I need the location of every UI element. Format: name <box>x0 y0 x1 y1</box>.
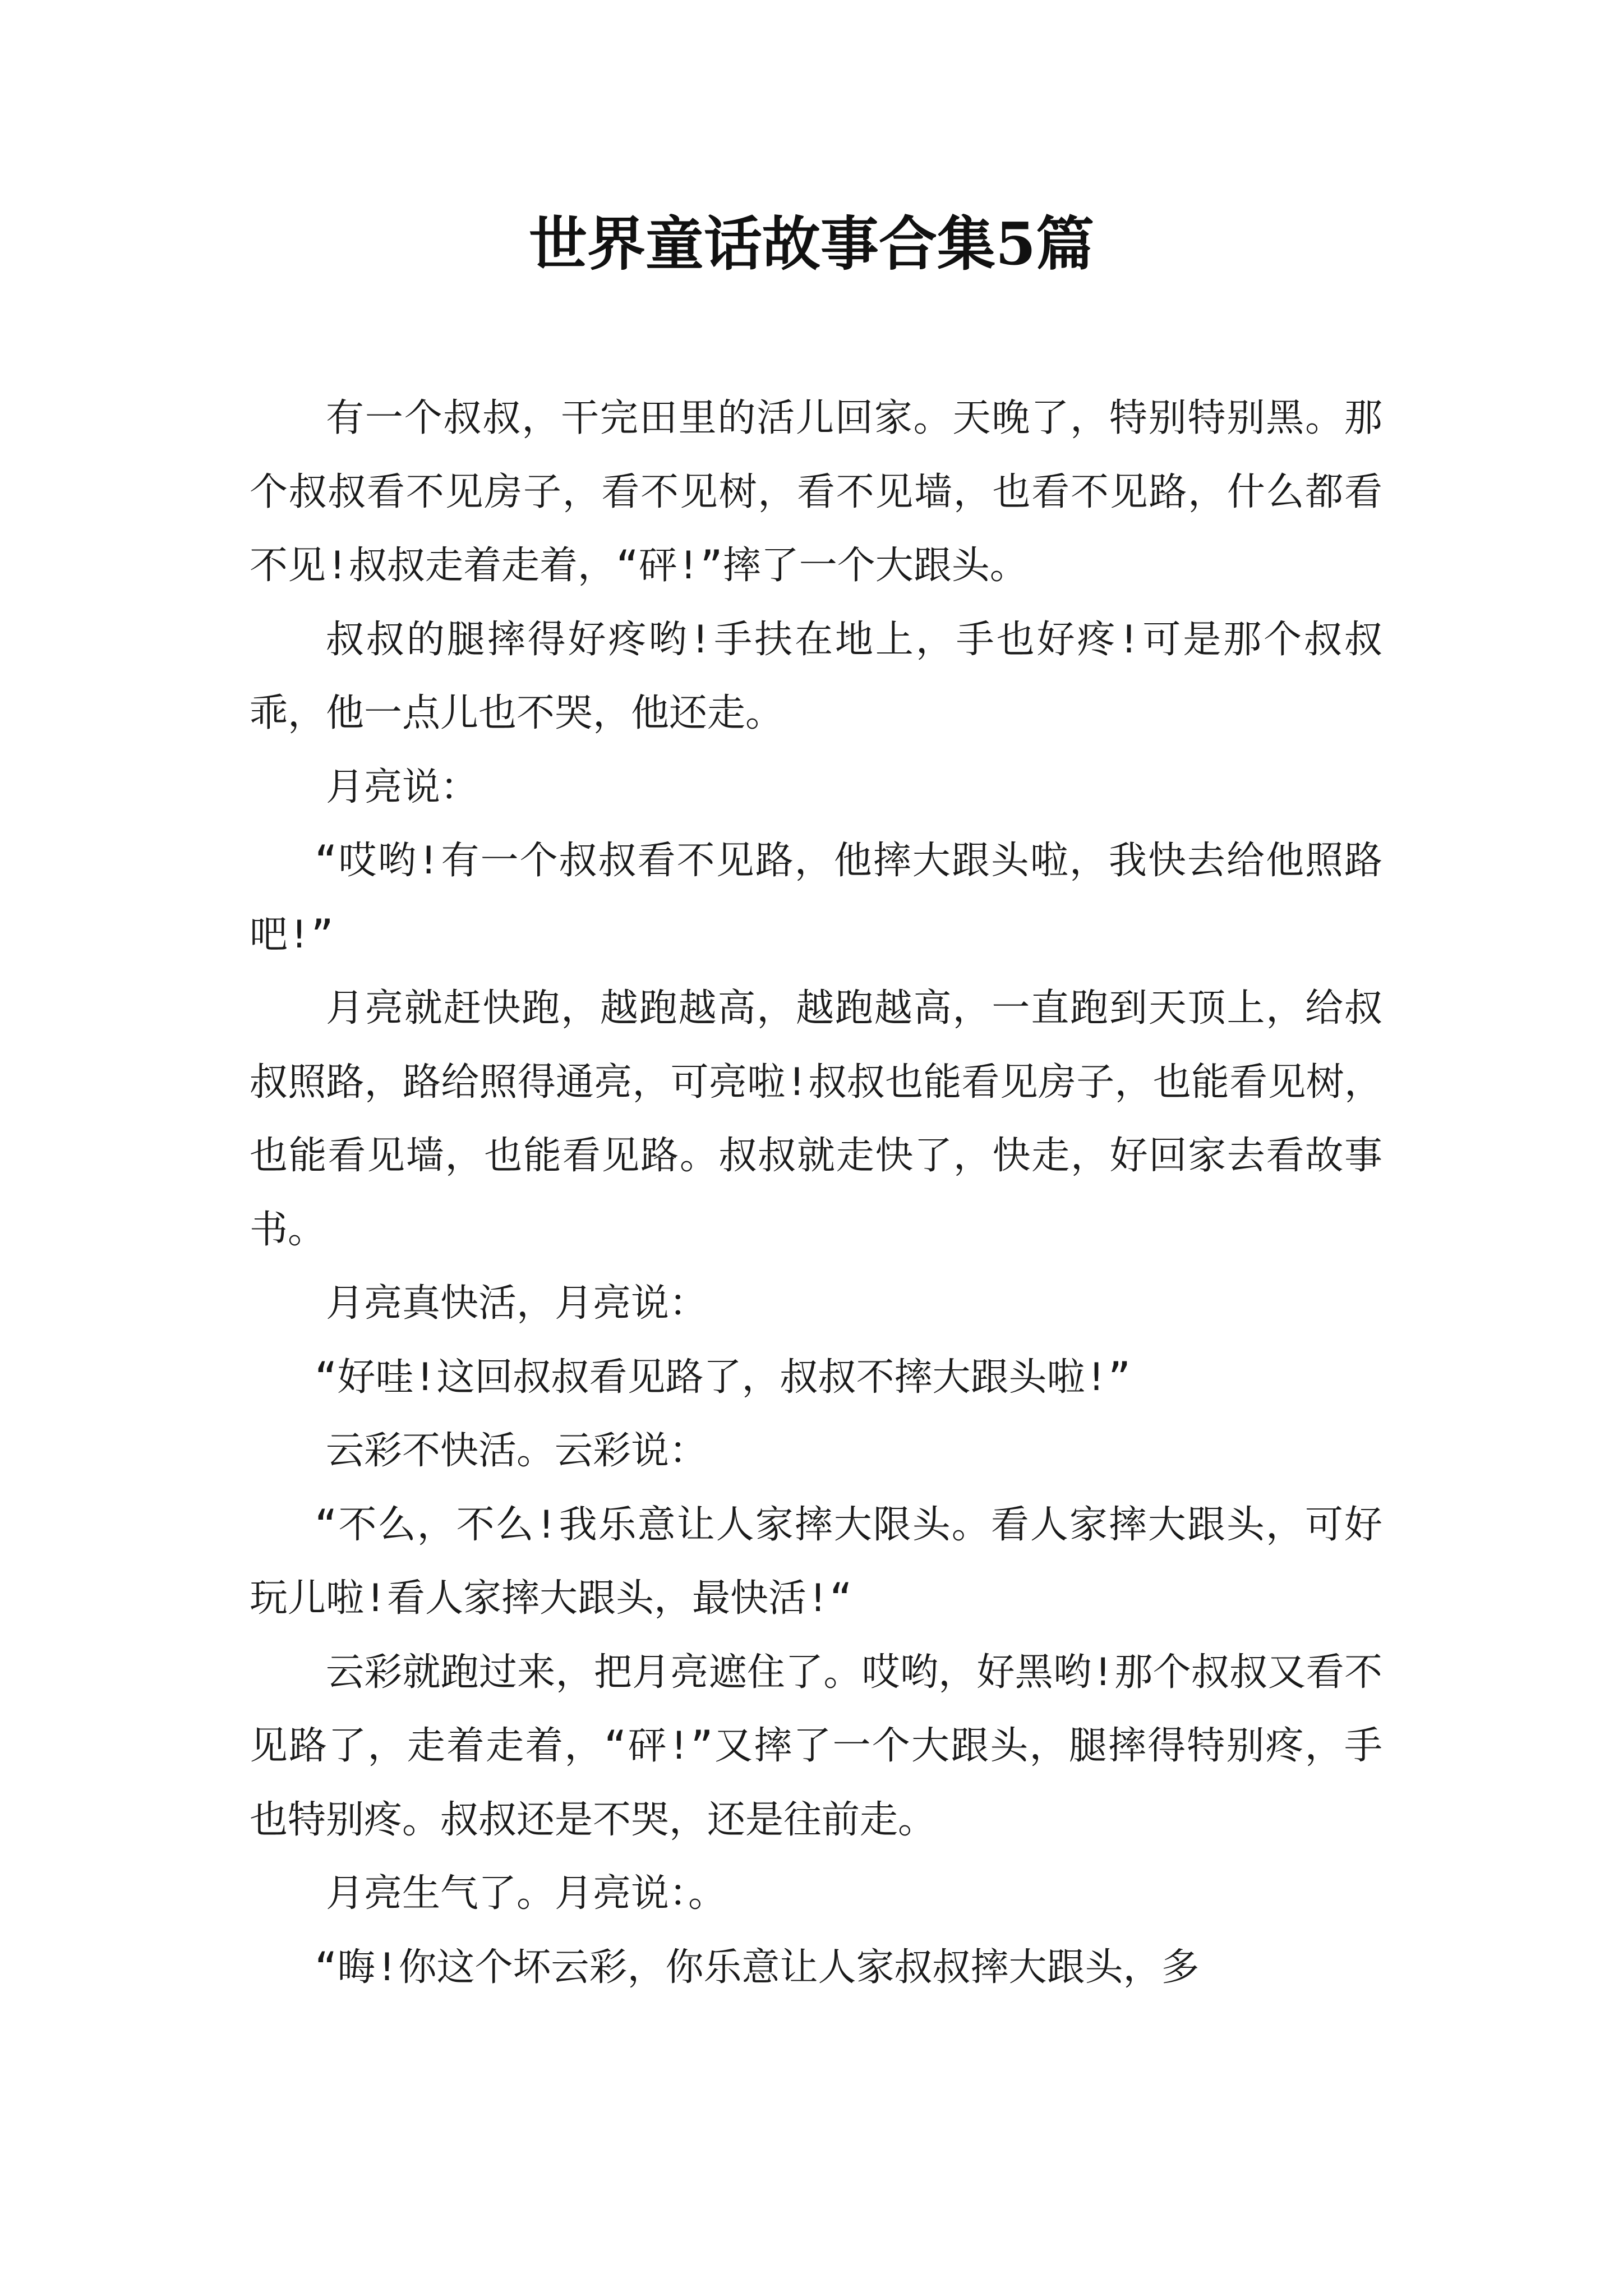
paragraph: “晦!你这个坏云彩，你乐意让人家叔叔摔大跟头，多 <box>314 1945 1200 1990</box>
document-body <box>250 381 1382 2004</box>
paragraph: 云彩不快活。云彩说： <box>326 1429 708 1473</box>
paragraph: “好哇!这回叔叔看见路了，叔叔不摔大跟头啦!” <box>314 1355 1131 1400</box>
paragraph: 云彩就跑过来，把月亮遮住了。哎哟，好黑哟!那个叔叔又看不见路了，走着走着，“砰!”又摔了一个大跟头，腿摔得特别疼，手也特别疼。叔叔还是不哭，还是往前走。 <box>250 1650 1382 1842</box>
paragraph: 有一个叔叔，干完田里的活儿回家。天晚了，特别特别黑。那个叔叔看不见房子，看不见树，看不见墙，也看不见路，什么都看不见!叔叔走着走着，“砰!”摔了一个大跟头。 <box>250 396 1382 588</box>
paragraph: 月亮生气了。月亮说：。 <box>326 1871 727 1916</box>
document-title: 世界童话故事合集5篇 <box>528 209 1095 278</box>
paragraph: 月亮说： <box>326 765 479 809</box>
paragraph: 叔叔的腿摔得好疼哟!手扶在地上，手也好疼!可是那个叔叔乖，他一点儿也不哭，他还走。 <box>250 617 1382 735</box>
paragraph: 月亮真快活，月亮说： <box>326 1281 708 1326</box>
paragraph: “哎哟!有一个叔叔看不见路，他摔大跟头啦，我快去给他照路吧!” <box>250 839 1382 957</box>
paragraph: “不么，不么!我乐意让人家摔大限头。看人家摔大跟头，可好玩儿啦!看人家摔大跟头，最快活!“ <box>250 1502 1382 1621</box>
paragraph: 月亮就赶快跑，越跑越高，越跑越高，一直跑到天顶上，给叔叔照路，路给照得通亮，可亮啦!叔叔也能看见房子，也能看见树，也能看见墙，也能看见路。叔叔就走快了，快走，好回家去看故事书。 <box>250 986 1382 1252</box>
